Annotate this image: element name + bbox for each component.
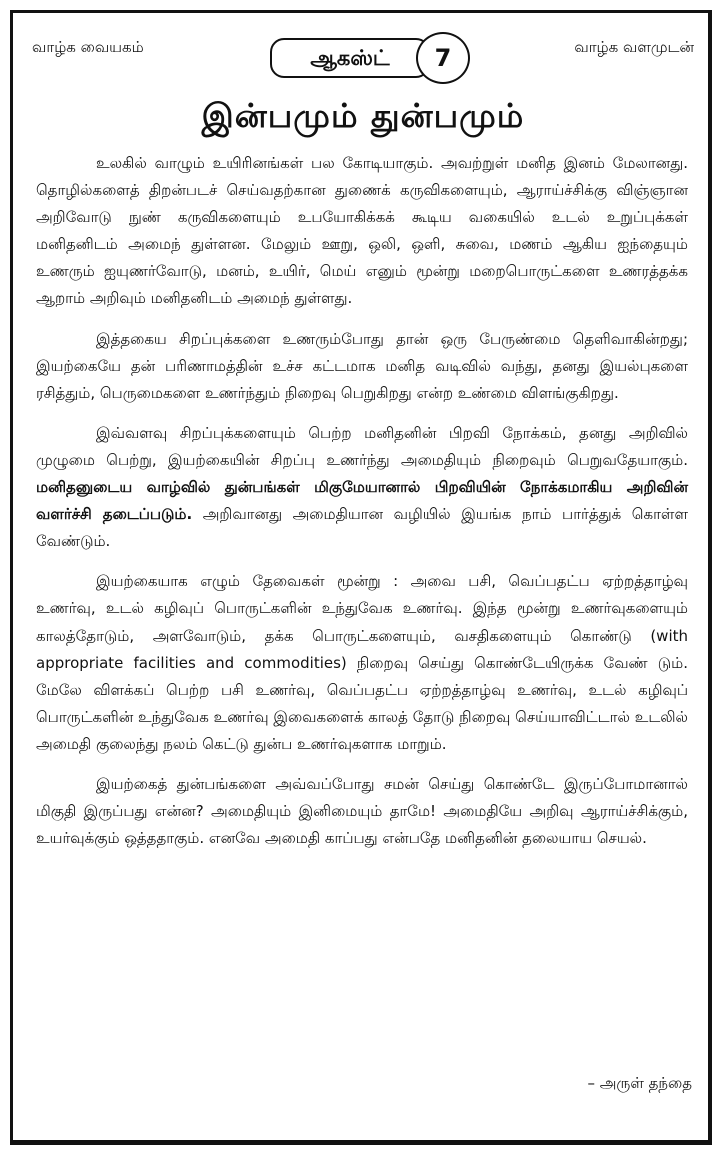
paragraph-4: இயற்கையாக எழும் தேவைகள் மூன்று : அவை பசி, வெப்பதட்ப ஏற்றத்தாழ்வு உணர்வு, உடல் கழிவுப் பொருட்களின் உந்துவேக உணர்வு. இந்த மூன்று உணர்வுகளையும் காலத்தோடும், அளவோடும், தக்க பொருட்களையும், வசதிகளையும் கொண்டு (with appropriate facilities and commodities) நிறைவு செய்து கொண்டேயிருக்க வேண் டும். மேலே விளக்கப் பெற்ற பசி உணர்வு, வெப்பதட்ப ஏற்றத்தாழ்வு உணர்வு, உடல் கழிவுப் பொருட்களின் உந்துவேக உணர்வு இவைகளைக் காலத் தோடு நிறைவு செய்யாவிட்டால் உடலில் அமைதி குலைந்து நலம் கெட்டு துன்ப உணர்வுகளாக மாறும்.: [36, 572, 688, 753]
date-badge: [270, 32, 476, 84]
header: [22, 32, 704, 88]
paragraph-1: உலகில் வாழும் உயிரினங்கள் பல கோடியாகும். அவற்றுள் மனித இனம் மேலானது. தொழில்களைத் திறன்படச் செய்வதற்கான துணைக் கருவிகளையும், ஆராய்ச்சிக்கு விஞ்ஞான அறிவோடு நுண் கருவிகளையும் உபயோகிக்கக் கூடிய வகையில் உடல் உறுப்புக்கள் மனிதனிடம் அமைந் துள்ளன. மேலும் ஊறு, ஒலி, ஒளி, சுவை, மணம் ஆகிய ஐந்தையும் உணரும் ஐயுணர்வோடு, மனம், உயிர், மெய் எனும் மூன்று மறைபொருட்களை உணரத்தக்க ஆறாம் அறிவும் மனிதனிடம் அமைந் துள்ளது.: [36, 154, 688, 308]
signature: – அருள் தந்தை: [587, 1074, 692, 1092]
page-title: இன்பமும் துன்பமும்: [201, 96, 525, 135]
paragraph-5: இயற்கைத் துன்பங்களை அவ்வப்போது சமன் செய்து கொண்டே இருப்போமானால் மிகுதி இருப்பது என்ன? அமைதியும் இனிமையும் தாமே! அமைதியே அறிவு ஆராய்ச்சிக்கும், உயர்வுக்கும் ஒத்ததாகும். எனவே அமைதி காப்பது என்பதே மனிதனின் தலையாய செயல்.: [36, 774, 688, 848]
paragraph-2: இத்தகைய சிறப்புக்களை உணரும்போது தான் ஒரு பேருண்மை தெளிவாகின்றது; இயற்கையே தன் பரிணாமத்தின் உச்ச கட்டமாக மனித வடிவில் வந்து, தனது இயல்புகளை ரசித்தும், பெருமைகளை உணர்ந்தும் நிறைவு பெறுகிறது என்ற உண்மை விளங்குகிறது.: [36, 329, 688, 402]
article-body: [36, 150, 688, 865]
day-number: 7: [416, 32, 470, 84]
bold-emphasis: மனிதனுடைய வாழ்வில் துன்பங்கள் மிகுமேயானால் பிறவியின் நோக்கமாகிய அறிவின் வளர்ச்சி தடைப்படும்.: [36, 478, 688, 524]
month-label: ஆகஸ்ட்: [270, 38, 430, 78]
paragraph-3: இவ்வளவு சிறப்புக்களையும் பெற்ற மனிதனின் பிறவி நோக்கம், தனது அறிவில் முழுமை பெற்று, இயற்கையின் சிறப்பு உணர்ந்து அமைதியும் நிறைவும் பெறுவதேயாகும். மனிதனுடைய வாழ்வில் துன்பங்கள் மிகுமேயானால் பிறவியின் நோக்கமாகிய அறிவின் வளர்ச்சி தடைப்படும். அறிவானது அமைதியான வழியில் இயங்க நாம் பார்த்துக் கொள்ள வேண்டும்.: [36, 423, 688, 551]
header-right-text: வாழ்க வளமுடன்: [574, 38, 694, 56]
header-left-text: வாழ்க வையகம்: [32, 38, 144, 56]
